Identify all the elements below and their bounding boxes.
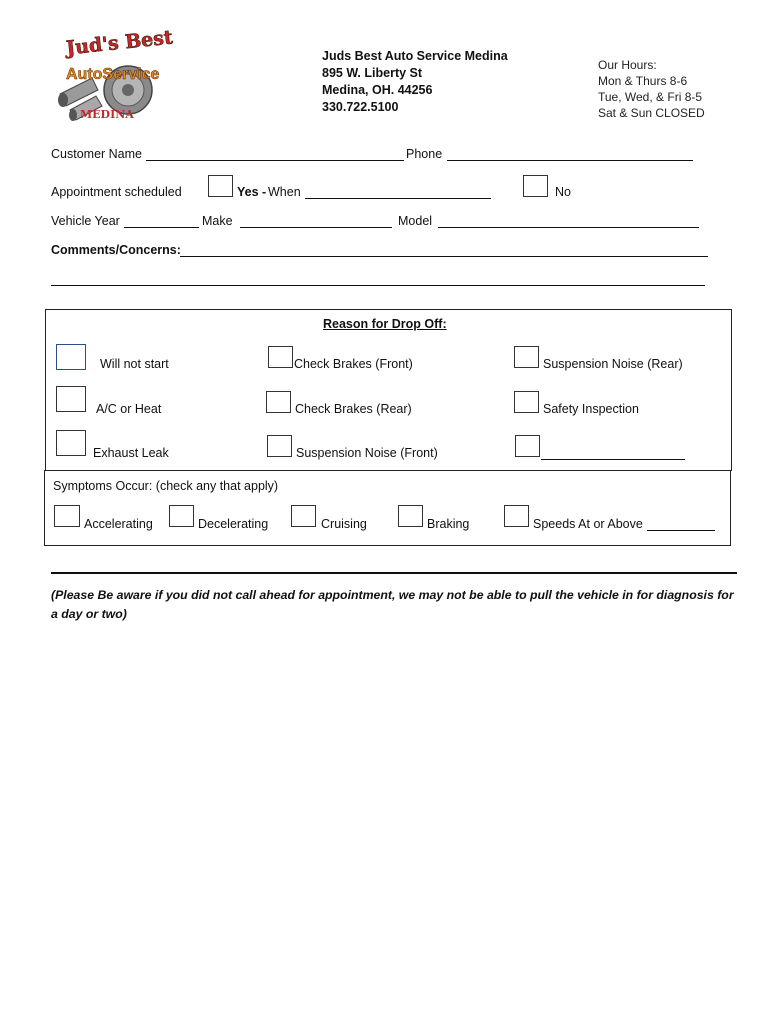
reason-item-label: A/C or Heat xyxy=(96,402,162,416)
make-label: Make xyxy=(202,214,233,228)
reason-item-label: Will not start xyxy=(100,357,169,371)
speeds-above-checkbox[interactable] xyxy=(504,505,529,527)
reason-item-label: Safety Inspection xyxy=(543,402,639,416)
logo-line2: AutoService xyxy=(66,66,160,83)
company-address2: Medina, OH. 44256 xyxy=(322,83,433,97)
braking-checkbox[interactable] xyxy=(398,505,423,527)
speed-field[interactable] xyxy=(647,530,715,531)
symptom-item-label: Braking xyxy=(427,517,470,531)
suspension-noise-front-checkbox[interactable] xyxy=(267,435,292,457)
reason-item-label: Suspension Noise (Rear) xyxy=(543,357,683,371)
other-reason-checkbox[interactable] xyxy=(515,435,540,457)
reason-item-label: Suspension Noise (Front) xyxy=(296,446,438,460)
accelerating-checkbox[interactable] xyxy=(54,505,80,527)
logo-line3: MEDINA xyxy=(80,108,134,121)
decelerating-checkbox[interactable] xyxy=(169,505,194,527)
phone-field[interactable] xyxy=(447,160,693,161)
divider xyxy=(51,572,737,574)
symptom-item-label: Speeds At or Above xyxy=(533,517,643,531)
hours-line: Mon & Thurs 8-6 xyxy=(598,74,688,88)
appointment-yes-checkbox[interactable] xyxy=(208,175,233,197)
vehicle-year-field[interactable] xyxy=(124,227,199,228)
symptom-item-label: Decelerating xyxy=(198,517,269,531)
company-phone: 330.722.5100 xyxy=(322,100,399,114)
reason-item-label: Exhaust Leak xyxy=(93,446,169,460)
other-reason-field[interactable] xyxy=(541,459,685,460)
phone-label: Phone xyxy=(406,147,443,161)
hours-title: Our Hours: xyxy=(598,58,657,72)
appointment-no-checkbox[interactable] xyxy=(523,175,548,197)
reason-item-label: Check Brakes (Front) xyxy=(294,357,413,371)
model-label: Model xyxy=(398,214,433,228)
suspension-noise-rear-checkbox[interactable] xyxy=(514,346,539,368)
exhaust-leak-checkbox[interactable] xyxy=(56,430,86,456)
symptoms-title: Symptoms Occur: (check any that apply) xyxy=(53,479,279,493)
comments-field[interactable] xyxy=(180,256,708,257)
customer-name-field[interactable] xyxy=(146,160,404,161)
company-name: Juds Best Auto Service Medina xyxy=(322,49,508,63)
hours-line: Tue, Wed, & Fri 8-5 xyxy=(598,90,703,104)
symptom-item-label: Cruising xyxy=(321,517,367,531)
model-field[interactable] xyxy=(438,227,699,228)
check-brakes-rear-checkbox[interactable] xyxy=(266,391,291,413)
yes-label: Yes - xyxy=(237,185,267,199)
ac-heat-checkbox[interactable] xyxy=(56,386,86,412)
reason-item-label: Check Brakes (Rear) xyxy=(295,402,412,416)
comments-label: Comments/Concerns: xyxy=(51,243,181,257)
will-not-start-checkbox[interactable] xyxy=(56,344,86,370)
check-brakes-front-checkbox[interactable] xyxy=(268,346,293,368)
when-field[interactable] xyxy=(305,198,491,199)
company-logo xyxy=(52,26,174,124)
symptom-item-label: Accelerating xyxy=(84,517,153,531)
notice-text: (Please Be aware if you did not call ahead for appointment, we may not be able to pull the vehicle in for diagnosis for a day or two) xyxy=(51,588,734,621)
no-label: No xyxy=(555,185,571,199)
comments-field-line2[interactable] xyxy=(51,285,705,286)
company-info xyxy=(322,48,508,116)
vehicle-year-label: Vehicle Year xyxy=(51,214,120,228)
safety-inspection-checkbox[interactable] xyxy=(514,391,539,413)
when-label: When xyxy=(268,185,301,199)
hours-block xyxy=(598,57,705,121)
hours-line: Sat & Sun CLOSED xyxy=(598,106,705,120)
logo-line1: Jud's Best xyxy=(65,26,174,60)
customer-name-label: Customer Name xyxy=(51,147,142,161)
cruising-checkbox[interactable] xyxy=(291,505,316,527)
company-address1: 895 W. Liberty St xyxy=(322,66,423,80)
reason-title: Reason for Drop Off: xyxy=(323,317,447,331)
appointment-label: Appointment scheduled xyxy=(51,185,182,199)
make-field[interactable] xyxy=(240,227,392,228)
